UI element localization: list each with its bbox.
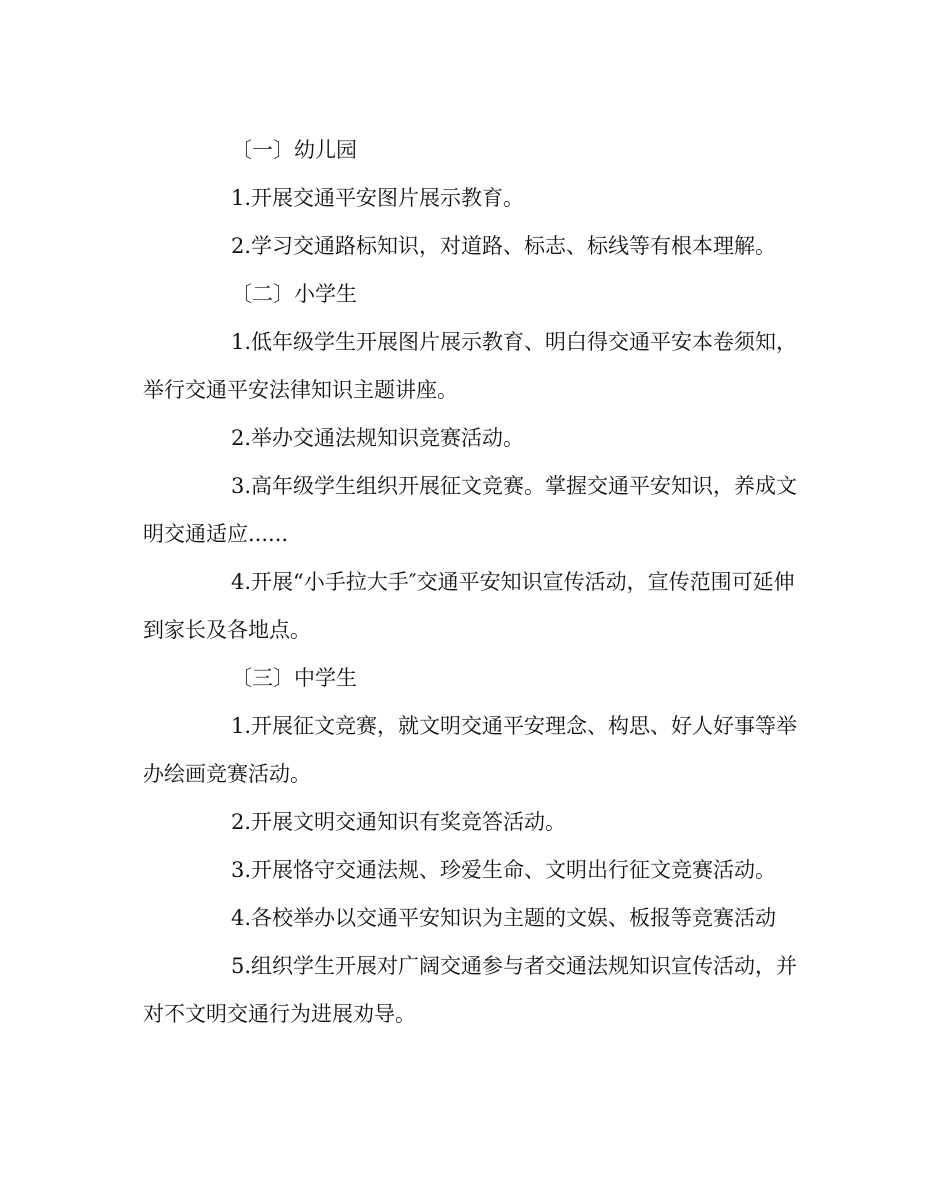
paragraph: 1.开展征文竞赛，就文明交通平安理念、构思、好人好事等举办绘画竞赛活动。: [143, 714, 798, 786]
paragraph: 5.组织学生开展对广阔交通参与者交通法规知识宣传活动，并对不文明交通行为进展劝导。: [143, 954, 798, 1026]
section-heading-middle-school: 〔三〕中学生: [231, 666, 357, 690]
document-body: [143, 126, 813, 1038]
paragraph: 4.开展“小手拉大手″交通平安知识宣传活动，宣传范围可延伸到家长及各地点。: [143, 570, 795, 642]
paragraph: 2.学习交通路标知识，对道路、标志、标线等有根本理解。: [231, 234, 777, 258]
paragraph: 3.开展恪守交通法规、珍爱生命、文明出行征文竞赛活动。: [231, 858, 777, 882]
paragraph: 2.举办交通法规知识竞赛活动。: [231, 426, 525, 450]
paragraph: 1.低年级学生开展图片展示教育、明白得交通平安本卷须知，举行交通平安法律知识主题讲座。: [143, 330, 798, 402]
paragraph: 4.各校举办以交通平安知识为主题的文娱、板报等竞赛活动: [231, 906, 777, 930]
paragraph: 3.高年级学生组织开展征文竞赛。掌握交通平安知识，养成文明交通适应......: [143, 474, 798, 546]
paragraph: 2.开展文明交通知识有奖竞答活动。: [231, 810, 567, 834]
paragraph: 1.开展交通平安图片展示教育。: [231, 186, 525, 210]
section-heading-primary-school: 〔二〕小学生: [231, 282, 357, 306]
section-heading-kindergarten: 〔一〕幼儿园: [231, 138, 357, 162]
